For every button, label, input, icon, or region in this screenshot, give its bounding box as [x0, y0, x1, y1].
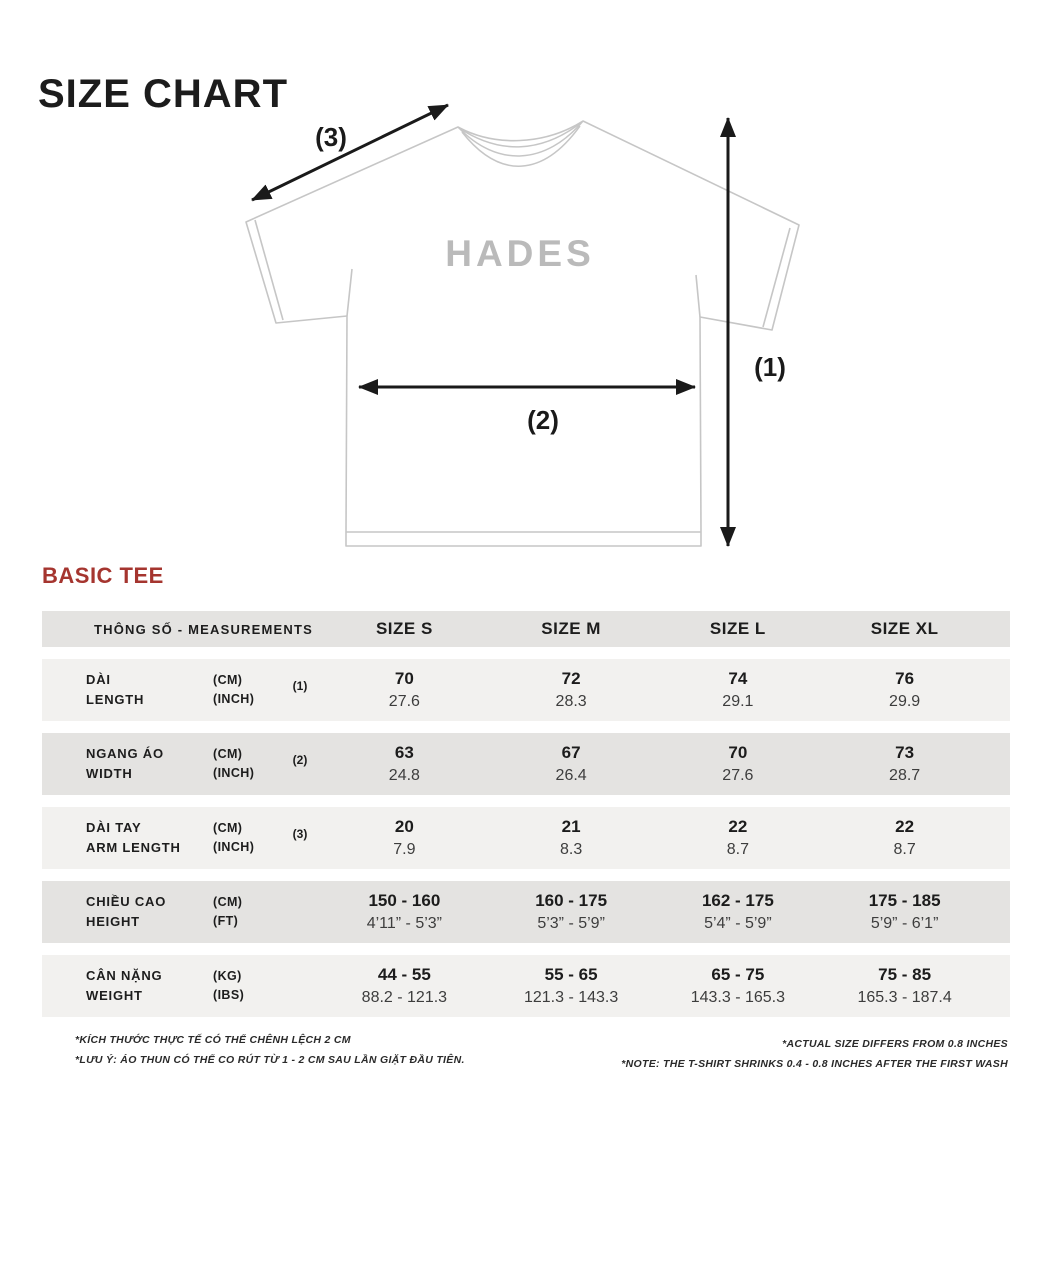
- length-marker-label: (1): [754, 352, 786, 382]
- value-size-s: [321, 668, 488, 713]
- size-s-header: SIZE S: [375, 619, 433, 638]
- row-units: [213, 893, 279, 932]
- value-primary: 175 - 185: [868, 890, 941, 910]
- value-size-s: [321, 890, 488, 935]
- value-secondary: 27.6: [388, 692, 420, 710]
- value-primary: 55 - 65: [544, 964, 598, 984]
- row-label-en: WIDTH: [86, 766, 133, 781]
- table-row-weight: [42, 955, 1010, 1017]
- value-secondary: 5’9” - 6’1”: [870, 914, 939, 932]
- value-secondary: 4’11” - 5’3”: [366, 914, 443, 932]
- product-name: BASIC TEE: [42, 563, 164, 588]
- table-row-height: [42, 881, 1010, 943]
- row-label-vi: CHIỀU CAO: [86, 893, 167, 909]
- footnote-vietnamese: [75, 1031, 465, 1071]
- value-primary: 21: [561, 816, 581, 836]
- value-size-m: [488, 816, 655, 861]
- value-secondary: 5’4” - 5’9”: [704, 914, 772, 932]
- measurements-header: THÔNG SỐ - MEASUREMENTS: [94, 621, 313, 637]
- tshirt-outline: [246, 121, 799, 546]
- row-label: [86, 966, 213, 1006]
- value-primary: 63: [394, 742, 414, 762]
- value-primary: 73: [895, 742, 915, 762]
- value-primary: 76: [895, 668, 915, 688]
- row-units: [213, 967, 279, 1006]
- value-secondary: 24.8: [388, 766, 420, 784]
- row-label-vi: NGANG ÁO: [86, 745, 164, 761]
- value-size-m: [488, 890, 655, 935]
- size-table: [42, 611, 1010, 1017]
- row-indicator: (3): [292, 827, 308, 841]
- value-size-s: [321, 816, 488, 861]
- unit-primary: (CM): [213, 894, 243, 909]
- row-label: [86, 670, 213, 710]
- value-secondary: 28.3: [555, 692, 587, 710]
- size-xl-header: SIZE XL: [870, 619, 939, 638]
- value-secondary: 29.9: [889, 692, 921, 710]
- table-row-arm-length: [42, 807, 1010, 869]
- row-label: [86, 744, 213, 784]
- unit-primary: (KG): [213, 968, 242, 983]
- size-m-header: SIZE M: [541, 619, 601, 638]
- value-size-l: [655, 964, 822, 1009]
- table-row-width: [42, 733, 1010, 795]
- value-secondary: 8.7: [726, 840, 749, 858]
- table-header-row: [42, 611, 1010, 647]
- row-label-en: ARM LENGTH: [86, 840, 181, 855]
- unit-primary: (CM): [213, 746, 243, 761]
- value-secondary: 88.2 - 121.3: [361, 988, 448, 1006]
- value-secondary: 143.3 - 165.3: [690, 988, 786, 1006]
- value-size-xl: [821, 742, 988, 787]
- value-size-l: [655, 890, 822, 935]
- value-primary: 75 - 85: [878, 964, 932, 984]
- shirt-logo-text: HADES: [445, 233, 595, 274]
- value-size-xl: [821, 890, 988, 935]
- row-label-en: HEIGHT: [86, 914, 140, 929]
- row-indicator: (2): [292, 753, 308, 767]
- footnote-line: *NOTE: THE T-SHIRT SHRINKS 0.4 - 0.8 INCHES AFTER THE FIRST WASH: [621, 1057, 1008, 1070]
- unit-secondary: (INCH): [213, 692, 255, 706]
- value-secondary: 8.3: [560, 840, 583, 858]
- value-size-m: [488, 964, 655, 1009]
- value-primary: 70: [394, 668, 414, 688]
- value-primary: 65 - 75: [711, 964, 765, 984]
- value-primary: 22: [895, 816, 915, 836]
- value-secondary: 27.6: [722, 766, 754, 784]
- row-label-en: LENGTH: [86, 692, 145, 707]
- width-marker-label: (2): [527, 405, 559, 435]
- row-label-vi: DÀI: [86, 671, 111, 687]
- value-primary: 160 - 175: [535, 890, 608, 910]
- value-secondary: 7.9: [393, 840, 416, 858]
- row-label-vi: CÂN NẶNG: [86, 967, 163, 983]
- value-secondary: 28.7: [889, 766, 921, 784]
- row-indicator: (1): [292, 679, 308, 693]
- value-secondary: 29.1: [722, 692, 754, 710]
- value-size-m: [488, 668, 655, 713]
- value-size-xl: [821, 964, 988, 1009]
- value-primary: 72: [561, 668, 581, 688]
- size-l-header: SIZE L: [709, 619, 766, 638]
- value-secondary: 8.7: [893, 840, 916, 858]
- row-label-en: WEIGHT: [86, 988, 143, 1003]
- value-size-l: [655, 742, 822, 787]
- arm-marker-label: (3): [315, 122, 347, 152]
- unit-secondary: (INCH): [213, 840, 255, 854]
- unit-secondary: (INCH): [213, 766, 255, 780]
- footnote-line: *ACTUAL SIZE DIFFERS FROM 0.8 INCHES: [782, 1038, 1008, 1050]
- row-units: [213, 671, 279, 710]
- value-primary: 70: [728, 742, 748, 762]
- table-row-length: [42, 659, 1010, 721]
- row-label: [86, 818, 213, 858]
- value-secondary: 5’3” - 5’9”: [537, 914, 605, 932]
- value-primary: 20: [394, 816, 414, 836]
- value-size-l: [655, 816, 822, 861]
- value-primary: 150 - 160: [368, 890, 441, 910]
- value-secondary: 26.4: [555, 766, 587, 784]
- footnote-line: *LƯU Ý: ÁO THUN CÓ THỂ CO RÚT TỪ 1 - 2 CM SAU LẦN GIẶT ĐẦU TIÊN.: [75, 1053, 465, 1066]
- value-secondary: 165.3 - 187.4: [857, 988, 952, 1006]
- footnote-line: *KÍCH THƯỚC THỰC TẾ CÓ THỂ CHÊNH LỆCH 2 CM: [75, 1034, 351, 1046]
- row-label-vi: DÀI TAY: [86, 819, 142, 835]
- row-units: [213, 745, 279, 784]
- value-primary: 22: [728, 816, 748, 836]
- value-size-xl: [821, 816, 988, 861]
- footnote-english: [621, 1035, 1008, 1075]
- value-primary: 162 - 175: [701, 890, 774, 910]
- value-size-s: [321, 964, 488, 1009]
- unit-secondary: (IBS): [213, 988, 245, 1002]
- value-primary: 74: [728, 668, 748, 688]
- value-secondary: 121.3 - 143.3: [523, 988, 619, 1006]
- row-units: [213, 819, 279, 858]
- value-size-s: [321, 742, 488, 787]
- unit-primary: (CM): [213, 820, 243, 835]
- row-label: [86, 892, 213, 932]
- value-size-xl: [821, 668, 988, 713]
- value-size-l: [655, 668, 822, 713]
- unit-primary: (CM): [213, 672, 243, 687]
- value-primary: 67: [561, 742, 581, 762]
- tshirt-measurement-diagram: [170, 85, 850, 585]
- unit-secondary: (FT): [213, 914, 239, 928]
- value-size-m: [488, 742, 655, 787]
- value-primary: 44 - 55: [377, 964, 431, 984]
- page-title: SIZE CHART: [38, 72, 288, 116]
